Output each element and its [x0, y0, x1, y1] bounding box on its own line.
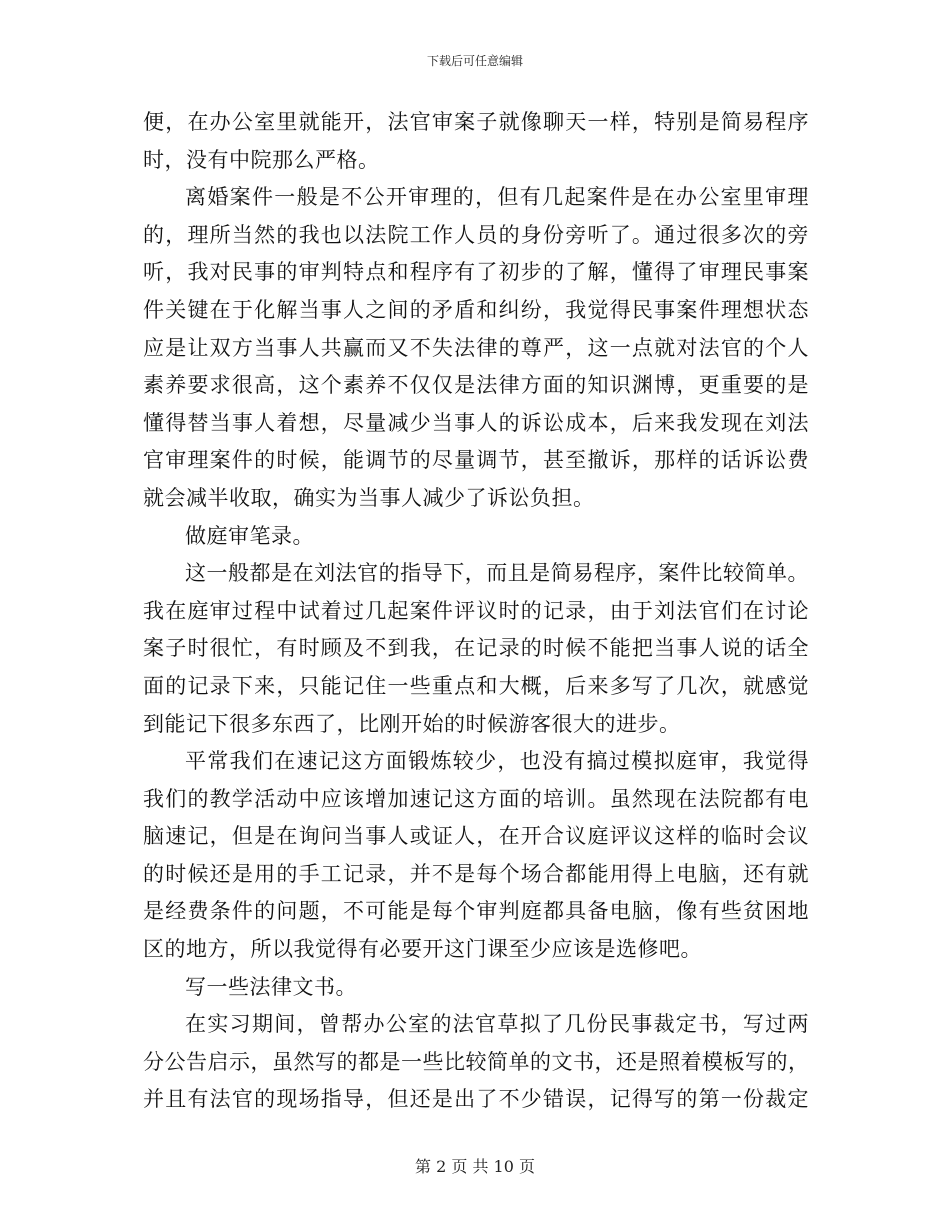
text-line: 的时候还是用的手工记录，并不是每个场合都能用得上电脑，还有就	[143, 861, 809, 886]
text-line: 并且有法官的现场指导，但还是出了不少错误，记得写的第一份裁定	[143, 1087, 809, 1112]
document-body	[143, 104, 809, 1119]
text-line: 平常我们在速记这方面锻炼较少，也没有搞过模拟庭审，我觉得	[185, 749, 809, 774]
text-line: 我们的教学活动中应该增加速记这方面的培训。虽然现在法院都有电	[143, 786, 809, 811]
text-line: 就会减半收取，确实为当事人减少了诉讼负担。	[143, 485, 595, 510]
text-line: 面的记录下来，只能记住一些重点和大概，后来多写了几次，就感觉	[143, 673, 809, 698]
text-line: 官审理案件的时候，能调节的尽量调节，甚至撤诉，那样的话诉讼费	[143, 448, 809, 473]
text-line: 区的地方，所以我觉得有必要开这门课至少应该是选修吧。	[143, 937, 702, 962]
text-line: 离婚案件一般是不公开审理的，但有几起案件是在办公室里审理	[185, 185, 809, 210]
text-line: 写一些法律文书。	[185, 974, 357, 999]
text-line: 到能记下很多东西了，比刚开始的时候游客很大的进步。	[143, 711, 681, 736]
text-line: 懂得替当事人着想，尽量减少当事人的诉讼成本，后来我发现在刘法	[143, 410, 809, 435]
text-line: 便，在办公室里就能开，法官审案子就像聊天一样，特别是简易程序	[143, 110, 809, 134]
text-line: 素养要求很高，这个素养不仅仅是法律方面的知识渊博，更重要的是	[143, 373, 809, 398]
text-line: 的，理所当然的我也以法院工作人员的身份旁听了。通过很多次的旁	[143, 222, 809, 247]
text-line: 这一般都是在刘法官的指导下，而且是简易程序，案件比较简单。	[185, 561, 809, 586]
text-line: 做庭审笔录。	[185, 523, 314, 548]
text-line: 是经费条件的问题，不可能是每个审判庭都具备电脑，像有些贫困地	[143, 899, 809, 924]
text-line: 分公告启示，虽然写的都是一些比较简单的文书，还是照着模板写的，	[143, 1049, 810, 1074]
text-line: 我在庭审过程中试着过几起案件评议时的记录，由于刘法官们在讨论	[143, 598, 809, 623]
text-line: 在实习期间，曾帮办公室的法官草拟了几份民事裁定书，写过两	[185, 1012, 809, 1037]
text-line: 时，没有中院那么严格。	[143, 147, 380, 172]
text-line: 脑速记，但是在询问当事人或证人，在开合议庭评议这样的临时会议	[143, 824, 809, 849]
text-line: 件关键在于化解当事人之间的矛盾和纠纷，我觉得民事案件理想状态	[143, 297, 809, 322]
page-footer: 第 2 页 共 10 页	[415, 1157, 535, 1176]
text-line: 听，我对民事的审判特点和程序有了初步的了解，懂得了审理民事案	[143, 260, 809, 285]
text-line: 应是让双方当事人共赢而又不失法律的尊严，这一点就对法官的个人	[143, 335, 809, 360]
page-header: 下载后可任意编辑	[426, 54, 523, 68]
text-line: 案子时很忙，有时顾及不到我，在记录的时候不能把当事人说的话全	[143, 636, 809, 661]
